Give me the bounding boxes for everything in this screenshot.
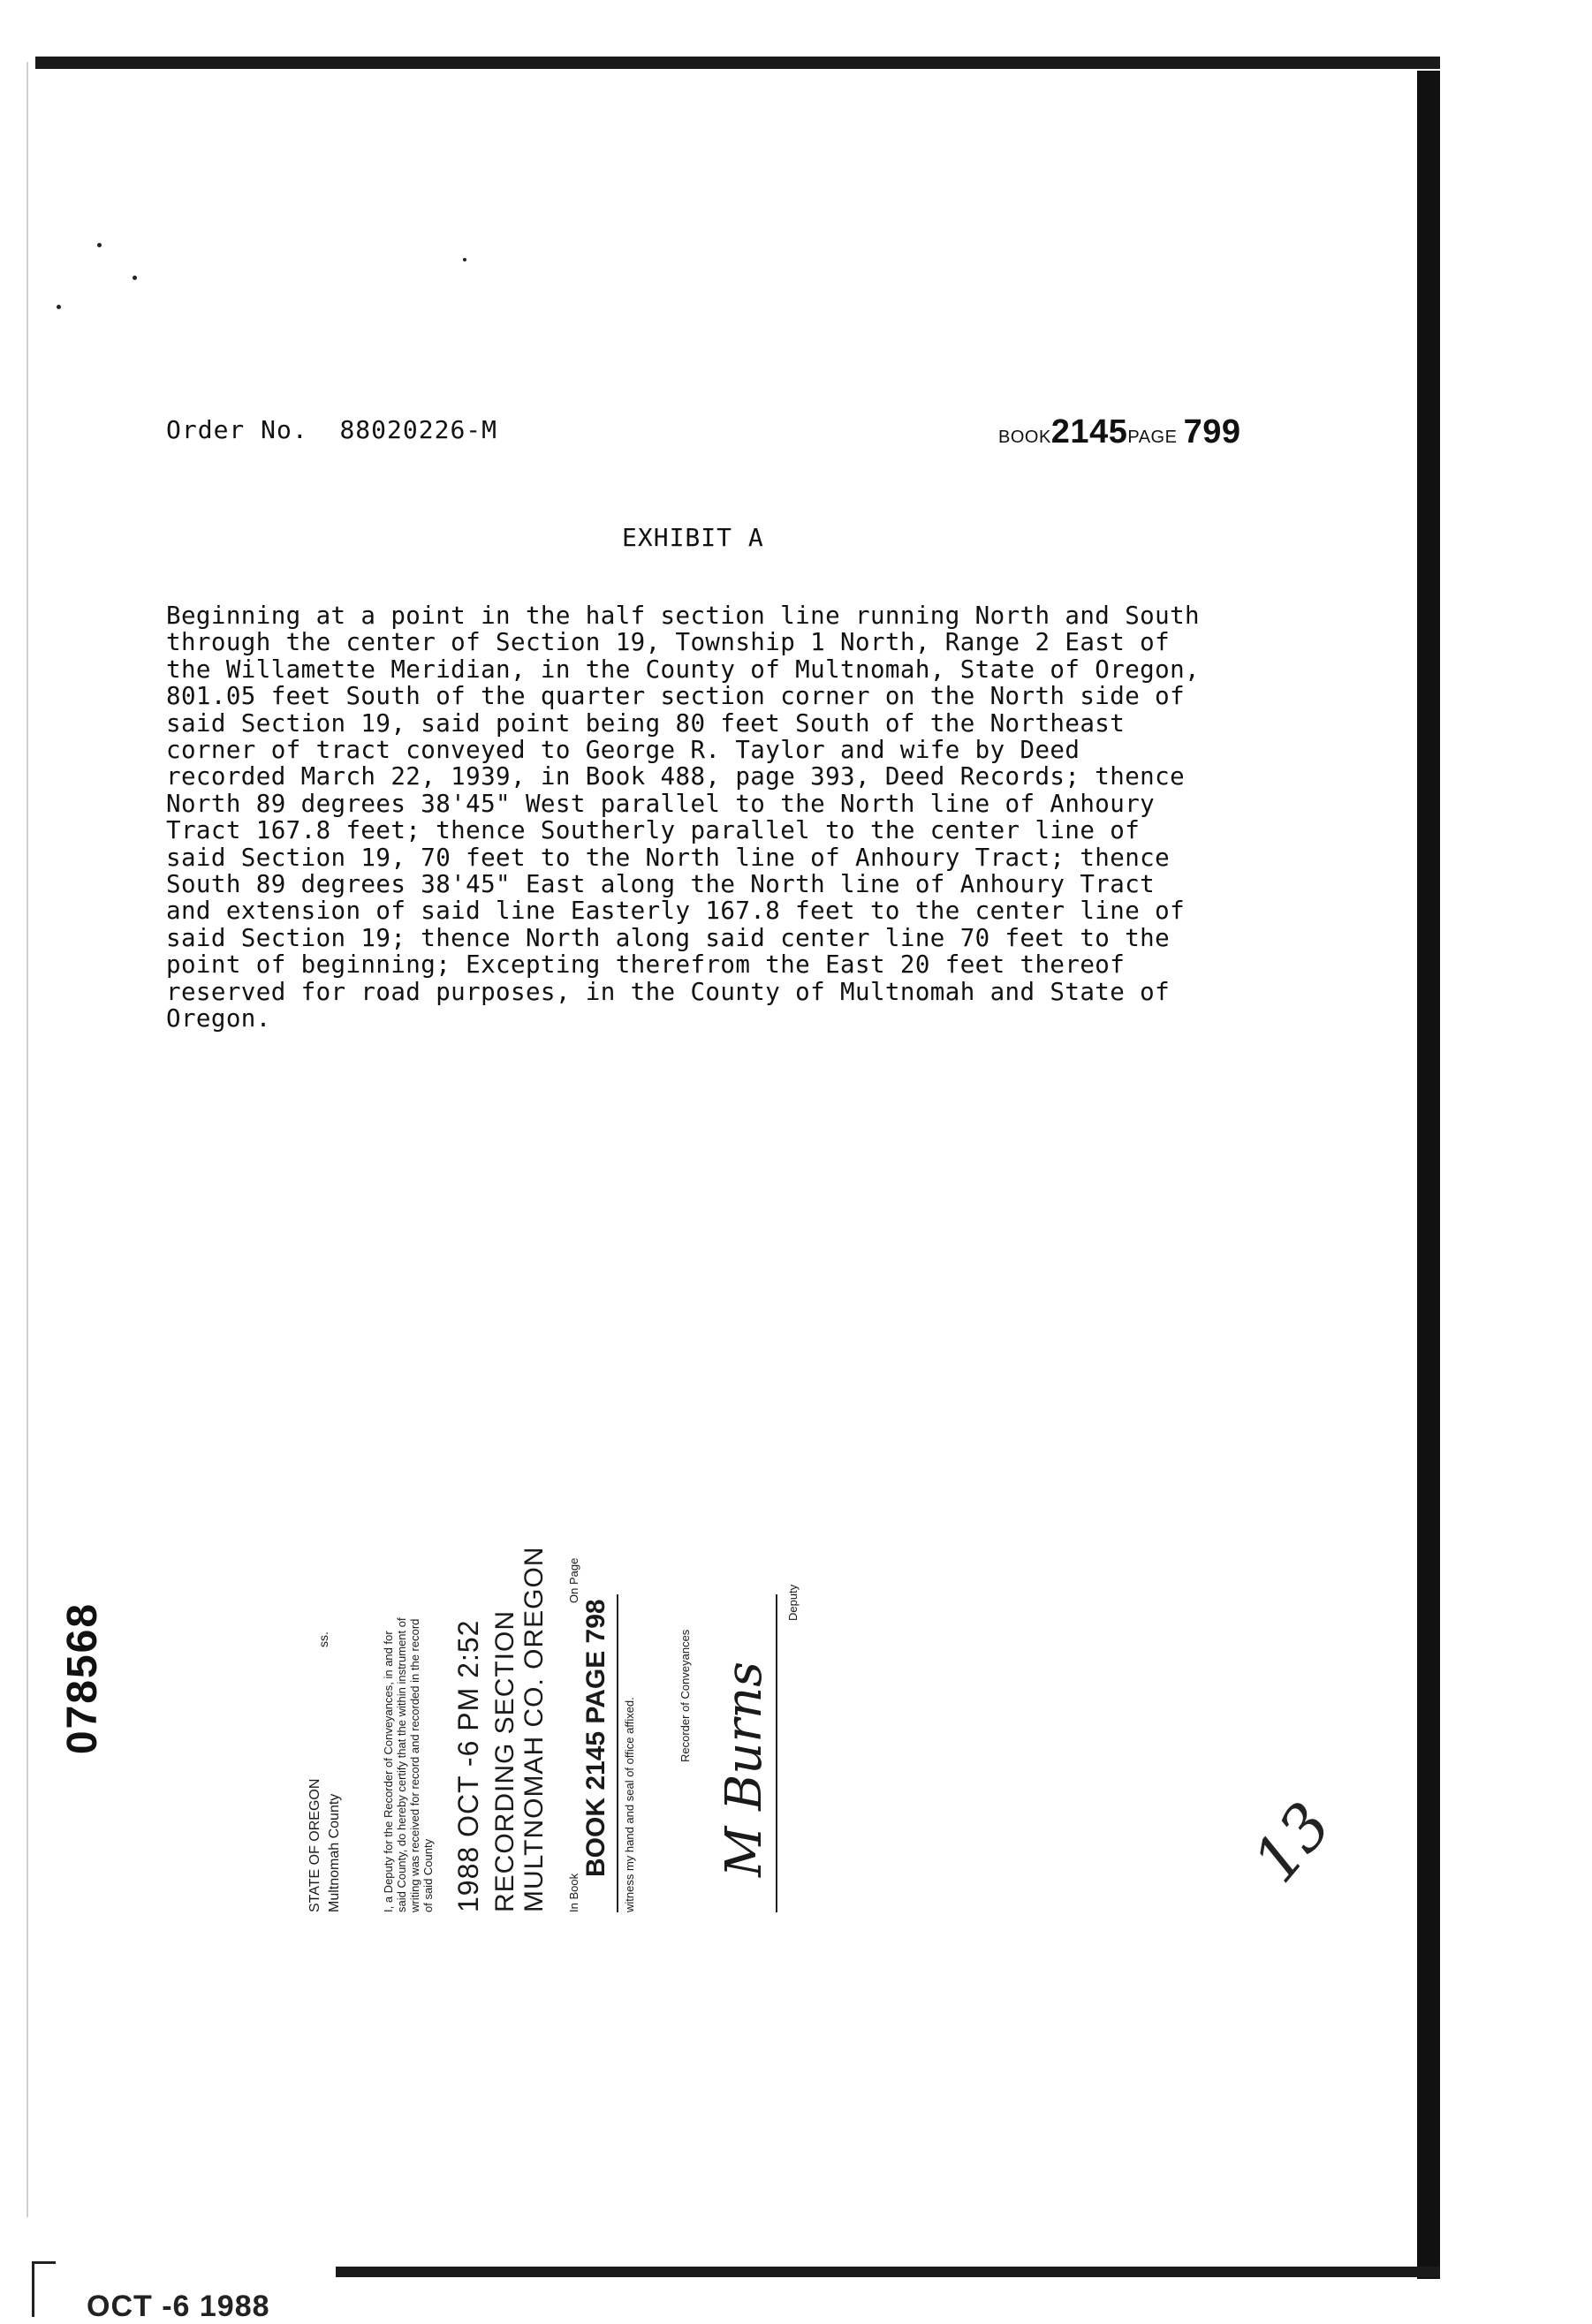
stamp-book-entry: BOOK 2145 PAGE 798 [581,1599,610,1877]
scan-frame-right [1417,71,1440,2279]
book-number: 2145 [1050,413,1128,450]
order-number-line [166,415,497,444]
bottom-date-stamp: OCT -6 1988 [87,2290,270,2323]
legal-description: Beginning at a point in the half section line running North and South through the center of Section 19, Township 1 North, Range 2 East of the Willamette Meridian, in the County of Multnomah, State of Oregon, 801.05 feet South of the quarter section corner on the North side of said Section 19, said point being 80 feet South of the Northeast corner of tract conveyed to George R. Taylor and wife by Deed recorded March 22, 1939, in Book 488, page 393, Deed Records; thence North 89 degrees 38'45" West parallel to the North line of Anhoury Tract 167.8 feet; thence Southerly parallel to the center line of said Section 19, 70 feet to the North line of Anhoury Tract; thence South 89 degrees 38'45" East along the North line of Anhoury Tract and extension of said line Easterly 167.8 feet to the center line of said Section 19; thence North along said center line 70 feet to the point of beginning; Excepting therefrom the East 20 feet thereof reserved for road purposes, in the County of Multnomah and State of Oregon. [166,602,1200,1033]
stamp-witness-text: witness my hand and seal of office affixed. [623,1697,636,1912]
stamp-recorder-title: Recorder of Conveyances [678,1629,692,1762]
signature-rule [776,1594,777,1912]
page-number: 799 [1183,413,1241,450]
scan-frame-top [35,57,1440,69]
stamp-ss: ss. [316,1631,330,1647]
scan-speck [463,258,466,261]
handwritten-page-mark: 13 [1239,1789,1346,1896]
bottom-corner-bracket [32,2261,56,2317]
stamp-date: 1988 OCT -6 PM 2:52 [452,1619,484,1912]
scan-speck [57,305,61,309]
stamp-certification: I, a Deputy for the Recorder of Conveyances, in and for said County, do hereby certify that the within instrument of writing was received for record and recorded in the record of said County [382,1617,435,1912]
recording-stamp [300,1546,875,1912]
scan-speck [133,276,137,280]
stamp-on-page-label: On Page [567,1557,580,1603]
deputy-signature: M Burns [716,1662,773,1877]
order-label: Order No. [166,415,308,444]
stamp-in-book-label: In Book [567,1873,580,1912]
order-number: 88020226-M [339,415,498,444]
stamp-deputy-label: Deputy [786,1584,800,1621]
document-number: 078568 [59,1601,106,1755]
book-page-reference [998,413,1241,451]
scan-speck [97,243,102,247]
stamp-state: STATE OF OREGON [307,1778,322,1912]
book-label: BOOK [998,428,1051,447]
stamp-county-oregon: MULTNOMAH CO. OREGON [519,1546,549,1912]
stamp-section: RECORDING SECTION [490,1609,519,1912]
stamp-book-rule [617,1594,618,1912]
stamp-county: Multnomah County [327,1793,342,1912]
page-label: PAGE [1127,428,1178,447]
scan-frame-left [27,62,28,2217]
exhibit-title: EXHIBIT A [622,523,764,552]
scan-frame-bottom [336,2267,1440,2277]
